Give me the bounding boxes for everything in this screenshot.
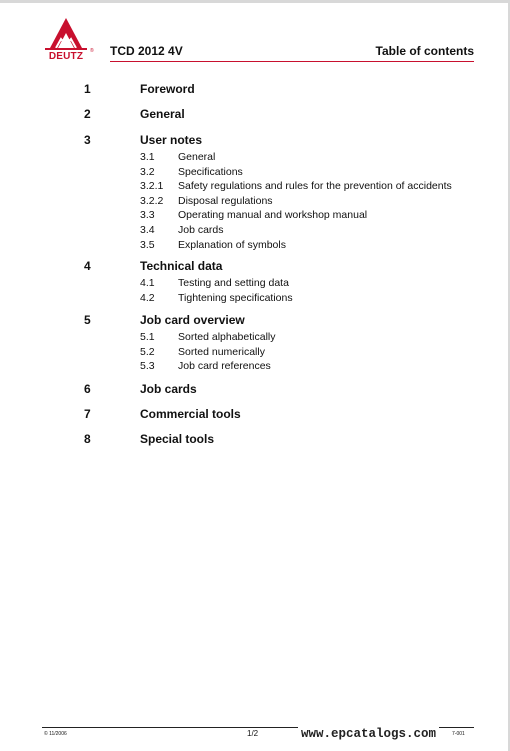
- toc-section-number: 3.1: [140, 151, 155, 163]
- toc-section-title[interactable]: Job cards: [178, 224, 224, 236]
- toc-section-number: 3.4: [140, 224, 155, 236]
- toc-section-number: 3.2: [140, 165, 155, 178]
- toc-section-title[interactable]: General: [178, 151, 216, 163]
- toc-section-title[interactable]: Sorted alphabetically: [178, 331, 276, 343]
- toc-chapter-title[interactable]: User notes: [140, 133, 203, 147]
- toc-chapter-title[interactable]: General: [140, 107, 185, 121]
- toc-section-title[interactable]: Tightening specifications: [178, 291, 293, 304]
- toc-chapter-title[interactable]: Commercial tools: [140, 407, 241, 421]
- toc-section-number: 3.3: [140, 209, 155, 222]
- toc-section-title[interactable]: Safety regulations and rules for the prevention of accidents: [178, 180, 452, 193]
- deutz-logo-mark-icon: [42, 17, 90, 51]
- toc-section-number: 5.3: [140, 360, 155, 373]
- footer-copyright: © 11/2006: [44, 731, 67, 737]
- toc-chapter-number: 6: [84, 382, 91, 396]
- toc-section-number: 5.2: [140, 345, 155, 358]
- toc-chapter-title[interactable]: Job cards: [140, 382, 197, 396]
- toc-section-title[interactable]: Sorted numerically: [178, 345, 265, 358]
- toc-section-title[interactable]: Disposal regulations: [178, 194, 273, 207]
- toc-section-number: 4.2: [140, 291, 155, 304]
- toc-chapter-number: 1: [84, 82, 91, 96]
- section-title: Table of contents: [375, 44, 474, 58]
- toc-chapter-title[interactable]: Job card overview: [140, 313, 245, 327]
- watermark-link[interactable]: www.epcatalogs.com: [298, 727, 439, 741]
- header-rule: [110, 61, 474, 62]
- page-number: 1/2: [247, 729, 259, 738]
- toc-section-number: 5.1: [140, 331, 155, 343]
- toc-chapter-number: 5: [84, 313, 91, 327]
- toc-section-number: 3.2.2: [140, 194, 164, 207]
- toc-chapter-number: 2: [84, 107, 91, 121]
- registered-mark: ®: [90, 48, 94, 54]
- document-title: TCD 2012 4V: [110, 44, 183, 58]
- toc-chapter-number: 3: [84, 133, 91, 147]
- toc-chapter-title[interactable]: Technical data: [140, 259, 223, 273]
- toc-section-number: 4.1: [140, 277, 155, 289]
- toc-chapter-title[interactable]: Special tools: [140, 432, 215, 446]
- toc-section-title[interactable]: Specifications: [178, 165, 243, 178]
- toc-section-number: 3.2.1: [140, 180, 164, 193]
- toc-chapter-number: 7: [84, 407, 91, 421]
- top-border: [0, 0, 510, 3]
- logo-wordmark: DEUTZ: [48, 51, 84, 62]
- deutz-logo: [42, 17, 92, 63]
- toc-section-title[interactable]: Operating manual and workshop manual: [178, 209, 368, 222]
- toc-chapter-number: 8: [84, 432, 91, 446]
- footer-doc-code: 7-001: [452, 731, 465, 737]
- toc-section-title[interactable]: Job card references: [178, 360, 271, 373]
- toc-section-title[interactable]: Testing and setting data: [178, 277, 289, 289]
- toc-section-number: 3.5: [140, 238, 155, 251]
- toc-chapter-title[interactable]: Foreword: [140, 82, 195, 96]
- toc-chapter-number: 4: [84, 259, 91, 273]
- toc-section-title[interactable]: Explanation of symbols: [178, 238, 286, 251]
